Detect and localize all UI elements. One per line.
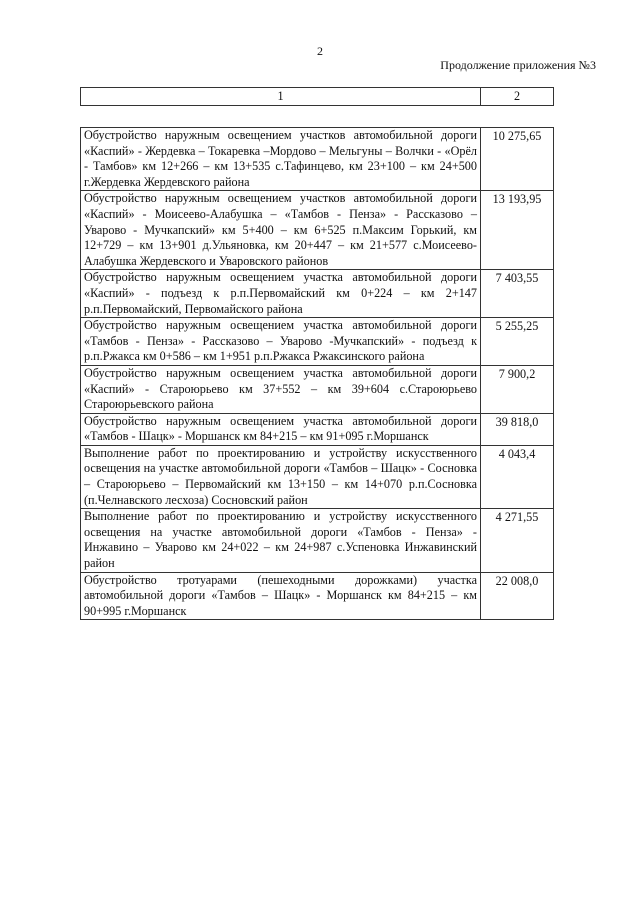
work-amount: 13 193,95 — [481, 191, 554, 270]
table-row — [81, 270, 554, 318]
table-row — [81, 572, 554, 620]
column-header-row — [81, 88, 554, 106]
table-row — [81, 509, 554, 572]
work-description: Обустройство тротуарами (пешеходными дорожками) участка автомобильной дороги «Тамбов – Шацк» - Моршанск км 84+215 – км 90+995 г.Моршанск — [81, 572, 481, 620]
work-description: Обустройство наружным освещением участка автомобильной дороги «Тамбов - Шацк» - Моршанск км 84+215 – км 91+095 г.Моршанск — [81, 413, 481, 445]
appendix-continuation-label: Продолжение приложения №3 — [440, 58, 596, 72]
work-amount: 5 255,25 — [481, 318, 554, 366]
work-amount: 4 043,4 — [481, 445, 554, 508]
work-amount: 7 403,55 — [481, 270, 554, 318]
page-number: 2 — [317, 44, 323, 58]
work-amount: 22 008,0 — [481, 572, 554, 620]
work-description: Выполнение работ по проектированию и устройству искусственного освещения на участке автомобильной дороги «Тамбов - Пенза» - Инжавино – Уварово км 24+022 – км 24+987 с.Успеновка Инжавинский район — [81, 509, 481, 572]
work-description: Обустройство наружным освещением участка автомобильной дороги «Каспий» - подъезд к р.п.Первомайский км 0+224 – км 2+147 р.п.Первомайский, Первомайского района — [81, 270, 481, 318]
column-header-2: 2 — [481, 88, 554, 106]
table-row — [81, 445, 554, 508]
column-header-table — [80, 87, 554, 106]
works-table — [80, 127, 554, 620]
work-amount: 10 275,65 — [481, 128, 554, 191]
work-amount: 39 818,0 — [481, 413, 554, 445]
table-row — [81, 413, 554, 445]
table-row — [81, 318, 554, 366]
table-row — [81, 128, 554, 191]
work-description: Обустройство наружным освещением участков автомобильной дороги «Каспий» - Жердевка – Токаревка –Мордово – Мельгуны – Волчки - «Орёл - Тамбов» км 12+266 – км 13+535 с.Тафинцево, км 23+100 – км 24+500 г.Жердевка Жердевского района — [81, 128, 481, 191]
column-header-1: 1 — [81, 88, 481, 106]
work-description: Обустройство наружным освещением участков автомобильной дороги «Каспий» - Моисеево-Алабушка – «Тамбов - Пенза» - Рассказово – Уварово - Мучкапский» км 5+400 – км 6+525 п.Максим Горький, км 12+729 – км 13+901 д.Ульяновка, км 20+447 – км 21+577 с.Моисеево-Алабушка Жердевского и Уваровского районов — [81, 191, 481, 270]
work-description: Обустройство наружным освещением участка автомобильной дороги «Тамбов - Пенза» - Рассказово – Уварово -Мучкапский» - подъезд к р.п.Ржакса км 0+586 – км 1+951 р.п.Ржакса Ржаксинского района — [81, 318, 481, 366]
table-row — [81, 365, 554, 413]
work-description: Обустройство наружным освещением участка автомобильной дороги «Каспий» - Староюрьево км 37+552 – км 39+604 с.Староюрьево Староюрьевского района — [81, 365, 481, 413]
work-description: Выполнение работ по проектированию и устройству искусственного освещения на участке автомобильной дороги «Тамбов – Шацк» - Сосновка – Староюрьево – Первомайский км 13+150 – км 14+070 р.п.Сосновка (п.Челнавского лесхоза) Сосновский район — [81, 445, 481, 508]
table-row — [81, 191, 554, 270]
work-amount: 7 900,2 — [481, 365, 554, 413]
work-amount: 4 271,55 — [481, 509, 554, 572]
